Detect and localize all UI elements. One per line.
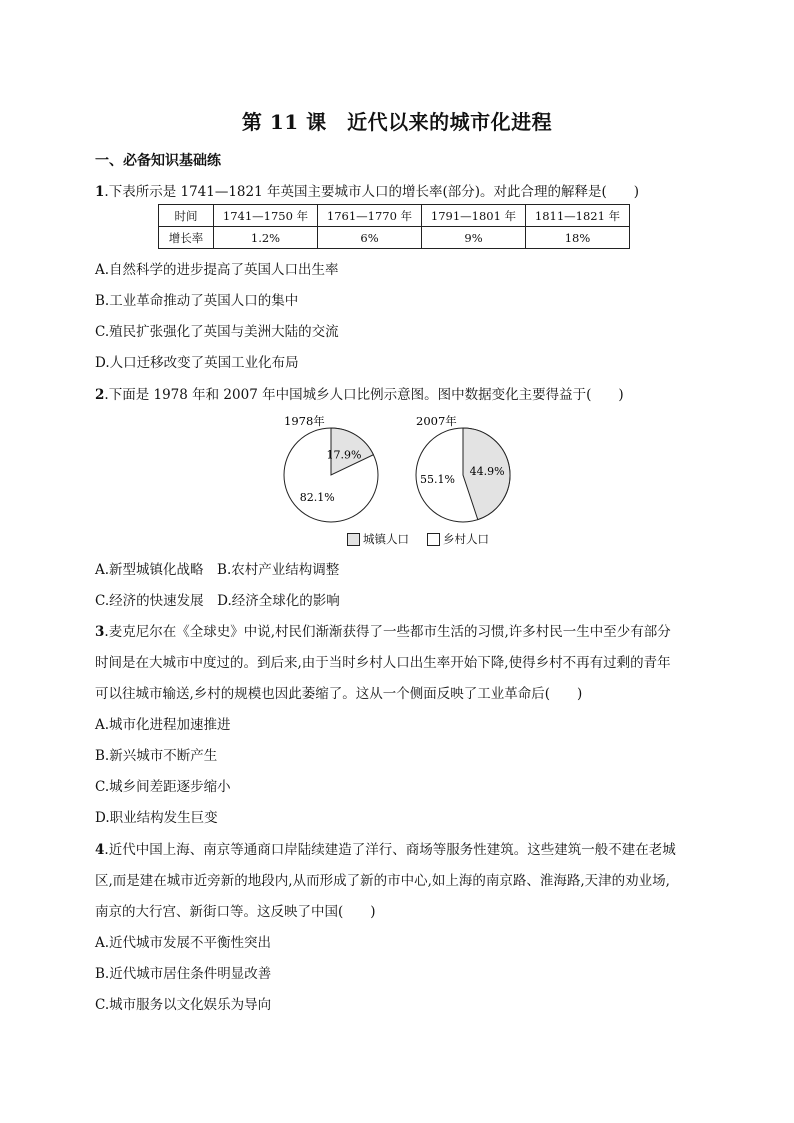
table-cell: 18% xyxy=(526,227,630,249)
question-3-stem-line-1 xyxy=(95,623,671,641)
question-1-stem xyxy=(95,183,639,201)
urban-data-label: 44.9% xyxy=(469,465,505,479)
population-pie-charts xyxy=(270,408,520,528)
rural-data-label: 55.1% xyxy=(420,473,455,487)
question-1-number: 1 xyxy=(95,184,105,200)
question-3-stem-line-3: 可以往城市输送,乡村的规模也因此萎缩了。这从一个侧面反映了工业革命后( ) xyxy=(95,686,583,702)
question-3-option-d[interactable]: D.职业结构发生巨变 xyxy=(95,810,218,826)
question-2-options-ab[interactable]: A.新型城镇化战略 B.农村产业结构调整 xyxy=(95,562,340,578)
legend-rural-swatch xyxy=(427,533,440,546)
legend-rural-label: 乡村人口 xyxy=(443,532,489,546)
table-cell: 1811—1821 年 xyxy=(526,205,630,227)
legend-urban-swatch xyxy=(347,533,360,546)
growth-rate-table xyxy=(158,204,630,249)
question-3-text: .麦克尼尔在《全球史》中说,村民们渐渐获得了一些都市生活的习惯,许多村民一生中至少有部分 xyxy=(104,624,671,640)
table-cell: 1741—1750 年 xyxy=(214,205,318,227)
question-4-option-b[interactable]: B.近代城市居住条件明显改善 xyxy=(95,966,272,982)
question-1-option-c[interactable]: C.殖民扩张强化了英国与美洲大陆的交流 xyxy=(95,324,339,340)
question-1-option-d[interactable]: D.人口迁移改变了英国工业化布局 xyxy=(95,355,299,371)
question-3-option-c[interactable]: C.城乡间差距逐步缩小 xyxy=(95,779,231,795)
question-3-option-a[interactable]: A.城市化进程加速推进 xyxy=(95,717,231,733)
question-4-option-c[interactable]: C.城市服务以文化娱乐为导向 xyxy=(95,997,272,1013)
legend-urban-label: 城镇人口 xyxy=(363,532,409,546)
table-cell: 1.2% xyxy=(214,227,318,249)
pie-title: 1978年 xyxy=(284,414,325,428)
question-3-stem-line-2: 时间是在大城市中度过的。到后来,由于当时乡村人口出生率开始下降,使得乡村不再有过剩的青年 xyxy=(95,655,671,671)
question-4-stem-line-2: 区,而是建在城市近旁新的地段内,从而形成了新的市中心,如上海的南京路、淮海路,天津的劝业场, xyxy=(95,873,670,889)
table-cell: 9% xyxy=(422,227,526,249)
legend-urban xyxy=(347,531,409,547)
table-row xyxy=(159,227,630,249)
section-heading: 一、必备知识基础练 xyxy=(95,153,221,169)
question-1-text: .下表所示是 1741—1821 年英国主要城市人口的增长率(部分)。对此合理的解释是( ) xyxy=(104,184,640,200)
table-cell: 1791—1801 年 xyxy=(422,205,526,227)
page-title: 第 11 课 近代以来的城市化进程 xyxy=(241,110,553,134)
question-4-text: .近代中国上海、南京等通商口岸陆续建造了洋行、商场等服务性建筑。这些建筑一般不建在老城 xyxy=(104,842,676,858)
question-2-number: 2 xyxy=(95,387,105,403)
urban-data-label: 17.9% xyxy=(326,448,362,462)
question-4-stem-line-3: 南京的大行宫、新街口等。这反映了中国( ) xyxy=(95,904,376,920)
question-3-option-b[interactable]: B.新兴城市不断产生 xyxy=(95,748,218,764)
question-4-option-a[interactable]: A.近代城市发展不平衡性突出 xyxy=(95,935,272,951)
question-4-stem-line-1 xyxy=(95,841,676,859)
pie-title: 2007年 xyxy=(416,414,457,428)
table-header-time: 时间 xyxy=(159,205,214,227)
question-3-number: 3 xyxy=(95,624,105,640)
question-2-stem xyxy=(95,386,624,404)
rural-data-label: 82.1% xyxy=(299,490,335,504)
table-cell: 6% xyxy=(318,227,422,249)
legend-rural xyxy=(427,531,489,547)
table-header-rate: 增长率 xyxy=(159,227,214,249)
question-1-option-a[interactable]: A.自然科学的进步提高了英国人口出生率 xyxy=(95,262,339,278)
question-2-text: .下面是 1978 年和 2007 年中国城乡人口比例示意图。图中数据变化主要得益于( ) xyxy=(104,387,624,403)
question-2-options-cd[interactable]: C.经济的快速发展 D.经济全球化的影响 xyxy=(95,593,340,609)
question-1-option-b[interactable]: B.工业革命推动了英国人口的集中 xyxy=(95,293,299,309)
question-4-number: 4 xyxy=(95,842,105,858)
table-row xyxy=(159,205,630,227)
table-cell: 1761—1770 年 xyxy=(318,205,422,227)
